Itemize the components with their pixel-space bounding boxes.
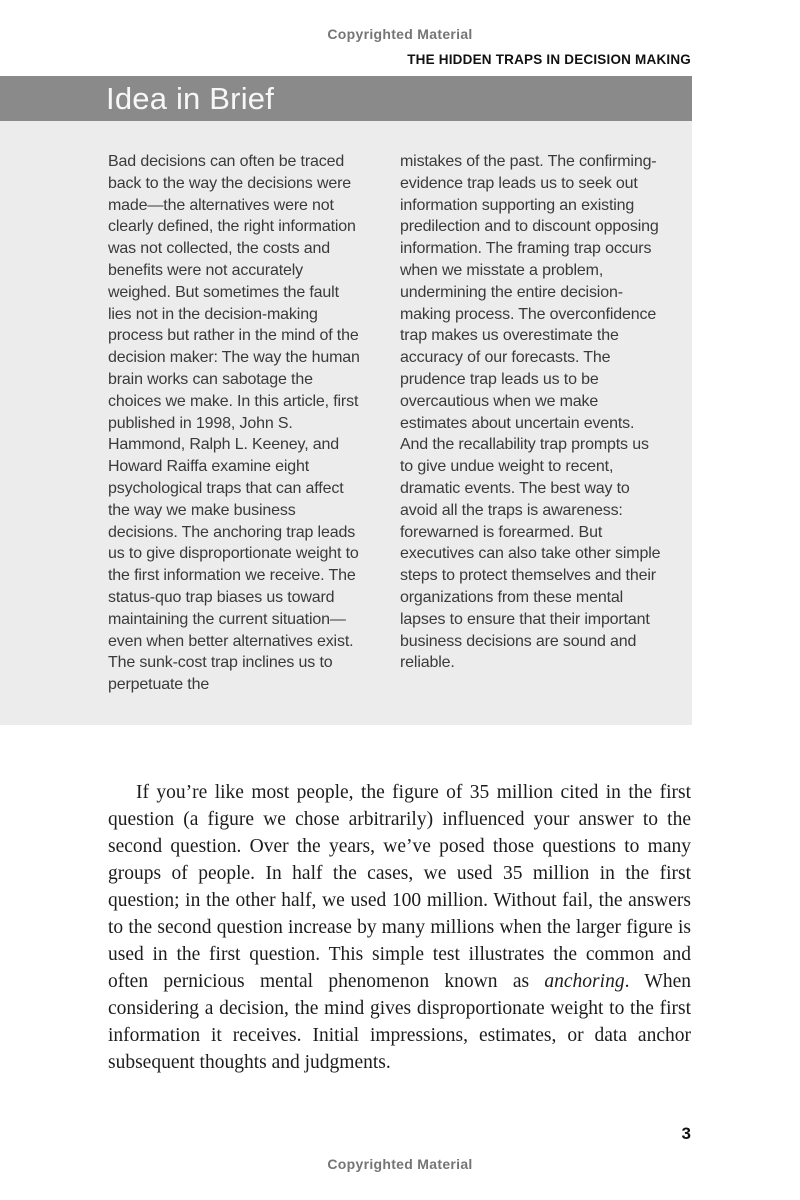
copyright-notice-bottom: Copyrighted Material — [327, 1156, 473, 1172]
page-number: 3 — [681, 1124, 691, 1143]
idea-box-right-column: mistakes of the past. The confirming-evidence trap leads us to seek out information supporting an existing predilection and to discount opposing information. The framing trap occurs when we misstate a problem, undermining the entire decision-making process. The overconfidence trap makes us overestimate the accuracy of our forecasts. The prudence trap leads us to be overcautious when we make estimates about uncertain events. And the recallability trap prompts us to give undue weight to recent, dramatic events. The best way to avoid all the traps is awareness: forewarned is forearmed. But executives can also take other simple steps to protect themselves and their organizations from these mental lapses to ensure that their important business decisions are sound and reliable. — [400, 153, 661, 672]
idea-in-brief-title: Idea in Brief — [106, 81, 275, 116]
body-paragraph-text-start: If you’re like most people, the figure of 35 million cited in the first question (a figure we chose arbitrarily) influenced your answer to the second question. Over the years, we’ve posed those questions to many groups of people. In half the cases, we used 35 million in the first question; in the other half, we used 100 million. Without fail, the answers to the second question increase by many millions when the larger figure is used in the first question. This simple test illustrates the common and often pernicious mental phenomenon known as — [108, 782, 691, 992]
idea-box-columns — [0, 121, 692, 696]
body-paragraph — [108, 779, 691, 1076]
idea-in-brief-box — [0, 121, 692, 725]
idea-box-left-column: Bad decisions can often be traced back to the way the decisions were made—the alternatives were not clearly defined, the right information was not collected, the costs and benefits were not accurately weighed. But sometimes the fault lies not in the decision-making process but rather in the mind of the decision maker: The way the human brain works can sabotage the choices we make. In this article, first published in 1998, John S. Hammond, Ralph L. Keeney, and Howard Raiffa examine eight psychological traps that can affect the way we make business decisions. The anchoring trap leads us to give disproportionate weight to the first information we receive. The status-quo trap biases us toward maintaining the current situation—even when better alternatives exist. The sunk-cost trap inclines us to perpetuate the — [108, 153, 360, 694]
copyright-notice-top: Copyrighted Material — [327, 26, 473, 42]
anchoring-italic-term: anchoring — [544, 971, 625, 992]
running-head-title: THE HIDDEN TRAPS IN DECISION MAKING — [407, 52, 691, 67]
idea-in-brief-banner — [0, 76, 692, 121]
body-paragraph-text-end: . When considering a decision, the mind gives disproportionate weight to the first information it receives. Initial impressions, estimates, or data anchor subsequent thoughts and judgments. — [108, 971, 691, 1073]
